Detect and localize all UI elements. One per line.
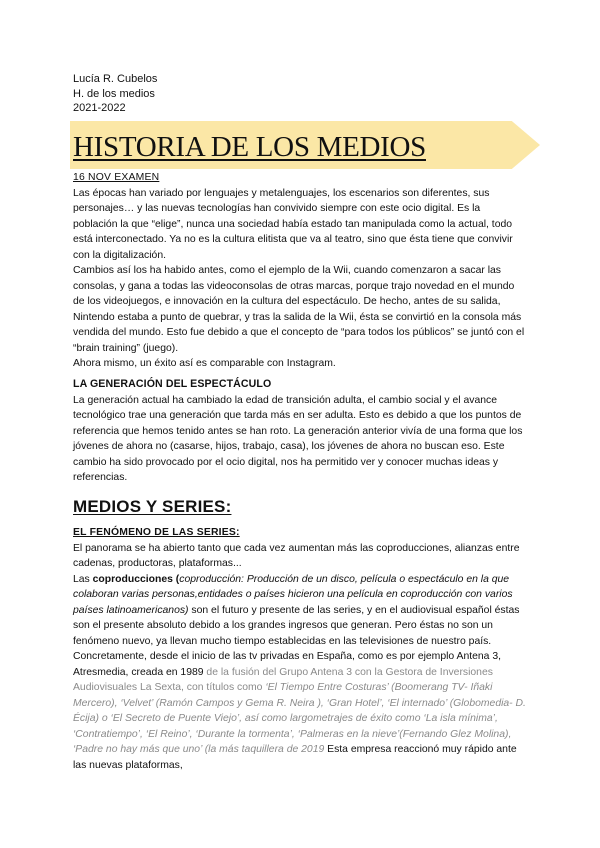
text-run: Esta empresa reaccionó muy rápido ante las nuevas plataformas, xyxy=(73,744,517,771)
bold-term: coproducciones ( xyxy=(92,573,180,585)
section-intro xyxy=(73,170,527,372)
section-generation xyxy=(73,377,527,486)
page-title: HISTORIA DE LOS MEDIOS xyxy=(73,131,426,163)
paragraph: El panorama se ha abierto tanto que cada vez aumentan más las coproducciones, alianzas entre cadenas, productoras, plataformas... xyxy=(73,542,520,569)
definition-italic: coproducción: Producción de un disco, película o espectáculo en la que colaboran varias personas,entidades o países hicieron una película en coproducción con varios países latinoamericanos) xyxy=(73,573,513,616)
gray-text-run: de la fusión del Grupo Antena 3 con la Gestora de Inversiones Audiovisuales La Sexta, con títulos como xyxy=(73,666,493,693)
section-heading-generation: LA GENERACIÓN DEL ESPECTÁCULO xyxy=(73,378,272,390)
section-heading-media-series: MEDIOS Y SERIES: xyxy=(73,497,232,516)
text-run: Las xyxy=(73,573,93,585)
author-name: Lucía R. Cubelos xyxy=(73,73,158,85)
academic-year: 2021-2022 xyxy=(73,102,126,114)
section-series xyxy=(73,525,527,773)
text-run: son el futuro y presente de las series, y en el audiovisual español éstas son el presente absoluto debido a los grandes ingresos que generan. Pero éstas no son un fenómeno nuevo, ya llevan mucho tiempo establecidas en las televisiones de nuestro país. Concretamente, desde el inicio de las tv privadas en España, como es por ejemplo Antena 3, Atresmedia, creada en 1989 xyxy=(73,604,520,678)
paragraph: Las épocas han variado por lenguajes y metalenguajes, los escenarios son diferentes, sus personajes… y las nuevas tecnologías han convivido siempre con este ocio digital. Es la población la que “elige”, nunca una sociedad había estado tan manipulada como la actual, todo está interconectado. Ya no es la cultura elitista que va al teatro, sino que ésta tiene que convivir con la digitalización. xyxy=(73,187,513,261)
section-heading-exam: 16 NOV EXAMEN xyxy=(73,172,160,183)
paragraph xyxy=(73,572,527,774)
paragraph: La generación actual ha cambiado la edad de transición adulta, el cambio social y el avance tecnológico trae una generación que tarda más en ser adulta. Esto es debido a que los puntos de referencia que hemos tenido antes se han roto. La generación anterior vivía de una forma que los jóvenes de ahora no (casarse, hijos, trabajo, casa), los jóvenes de ahora no buscan eso. Este cambio ha sido provocado por el ocio digital, nos ha permitido ver y conocer muchas ideas y referencias. xyxy=(73,394,523,483)
document-header xyxy=(73,72,157,116)
gray-italic-titles: ‘El Tiempo Entre Costuras’ (Boomerang TV- Iñaki Mercero), ‘Velvet’ (Ramón Campos y Gema R. Neira ), ‘Gran Hotel’, ‘El internado’ (Globomedia- D. Écija) o ‘El Secreto de Puente Viejo’, así como largometrajes de éxito como ‘La isla mínima’, ‘Contratiempo’, ‘El Reino’, ‘Durante la tormenta’, ‘Palmeras en la nieve’(Fernando Glez Molina), ‘Padre no hay más que uno’ (la más taquillera de 2019 xyxy=(73,682,526,755)
paragraph: Ahora mismo, un éxito así es comparable con Instagram. xyxy=(73,358,336,369)
subject-name: H. de los medios xyxy=(73,87,155,100)
paragraph: Cambios así los ha habido antes, como el ejemplo de la Wii, cuando comenzaron a sacar las consolas, y gana a todas las videoconsolas de otras marcas, porque trajo novedad en el mundo de los videojuegos, e innovación en la cultura del espectáculo. De hecho, antes de su salida, Nintendo estaba a punto de quebrar, y tras la salida de la Wii, ésta se convirtió en la consola más vendida del mundo. Esto fue debido a que el concepto de “para todos los públicos” se juntó con el “brain training” (juego). xyxy=(73,265,525,354)
subsection-heading-series: EL FENÓMENO DE LAS SERIES: xyxy=(73,527,240,538)
